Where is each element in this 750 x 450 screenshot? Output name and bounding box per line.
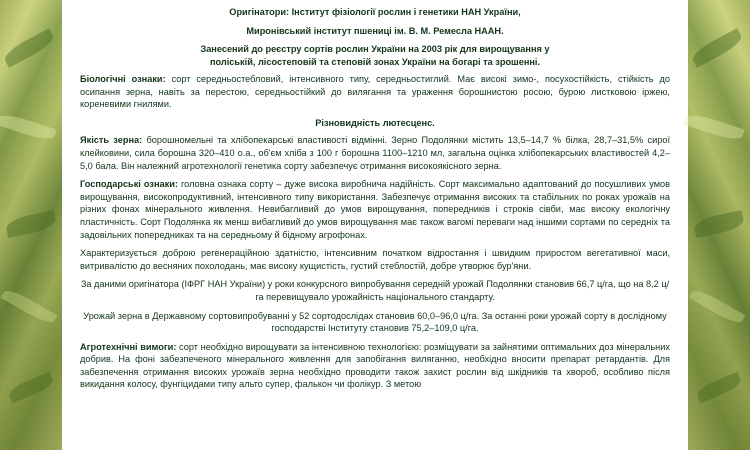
economic-traits-text: головна ознака сорту – дуже висока виробнича надійність. Сорт максимально адаптований до посушливих умов вирощування, високопродуктивний, інтенсивного типу використання. Забезпечує отримання високих та стабільних по роках урожаїв на різних фонах мінерального живлення. Невибагливий до умов вирощування, попередників і строків сівби, має високу екологічну пластичність. Сорт Подолянка як менш вибагливий до умов вирощування має також вагомі переваги над іншими сортами по середніх та задовільних попередниках та на середньому й бідному агрофонах. [80, 179, 670, 240]
originator-data-paragraph: За даними оригінатора (ІФРГ НАН України) у роки конкурсного випробування середній урожай Подолянки становив 66,7 ц/га, що на 8,2 ц/га перевищувало урожайність національного стандарту. [80, 279, 670, 302]
decorative-left-strip [0, 0, 62, 450]
registry-paragraph [80, 43, 670, 68]
leaf-icon [1, 28, 56, 67]
grain-quality-paragraph [80, 134, 670, 172]
agrotechnical-label: Агротехнічні вимоги: [80, 341, 177, 352]
leaf-icon [689, 286, 746, 326]
agrotechnical-paragraph [80, 341, 670, 391]
leaf-icon [693, 210, 746, 238]
biological-traits-paragraph [80, 73, 670, 111]
biological-traits-text: сорт середньостебловий, інтенсивного типу, середньостиглий. Має високі зимо-, посухостійкість, стійкість до осипання зерна, навіть за перестою, середньостійкий до вилягання та ураження борошнистою росою, бурою листковою іржею, кореневими гнилями. [80, 74, 670, 110]
yield-paragraph: Урожай зерна в Державному сортовипробуванні у 52 сортодослідах становив 60,0–96,0 ц/га. За останні роки урожай сорту в дослідному господарстві Інституту становив 75,2–109,0 ц/га. [83, 310, 667, 334]
leaf-icon [1, 286, 58, 326]
originator-line-2: Миронівський інститут пшениці ім. В. М. Ремесла НААН. [246, 25, 504, 36]
regeneration-paragraph: Характеризується доброю регенераційною здатністю, інтенсивним початком відростання і швидким приростом вегетативної маси, витривалістю до весняних похолодань, має високу кущистість, густий стеблостій, добре утворює бур'яни. [80, 248, 670, 271]
grain-quality-label: Якість зерна: [80, 135, 143, 146]
economic-traits-paragraph [80, 178, 670, 241]
biological-traits-label: Біологічні ознаки: [80, 74, 166, 84]
registry-line-2: поліській, лісостеповій та степовій зонах України на богарі та зрошенні. [209, 56, 541, 67]
decorative-right-strip [688, 0, 750, 450]
economic-traits-label: Господарські ознаки: [80, 179, 178, 190]
variety-note: Різновидність лютесценс. [315, 117, 435, 128]
originator-line-1: Оригінатори: Інститут фізіології рослин і генетики НАН України, [229, 7, 521, 17]
document-text-body [62, 0, 688, 450]
grain-quality-text: борошномельні та хлібопекарські властивості відмінні. Зерно Подолянки містить 13,5–14,7 % білка, 28,7–31,5% сирої клейковини, сила борошна 320–410 о.а., об'єм хліба з 100 г борошна 1100–1210 мл, загальна оцінка хлібопекарських властивостей 4,2–5,0 бала. Він належний агротехнології генетика сорту забезпечує отримання високоякісного зерна. [80, 135, 671, 171]
leaf-icon [689, 28, 744, 67]
registry-line-1: Занесений до реєстру сортів рослин України на 2003 рік для вирощування у [200, 44, 550, 55]
leaf-icon [0, 111, 57, 143]
agrotechnical-text: сорт необхідно вирощувати за інтенсивною технологією: розміщувати за зайнятими оптимальних доз мінеральних добрив. На фоні забезпеченого мінерального живлення для запобігання виляганню, необхідно вносити препарат ретардантів. Для забезпечення отримання високих урожаїв зерна необхідно проводити також захист рослин від шкідників та хвороб, особливо після викидання колосу, фунгіцидами типу альто супер, фалькон чи фолікур. З метою [80, 341, 670, 390]
leaf-icon [683, 111, 744, 143]
leaf-icon [695, 372, 743, 403]
leaf-icon [7, 372, 55, 403]
leaf-icon [5, 210, 58, 238]
